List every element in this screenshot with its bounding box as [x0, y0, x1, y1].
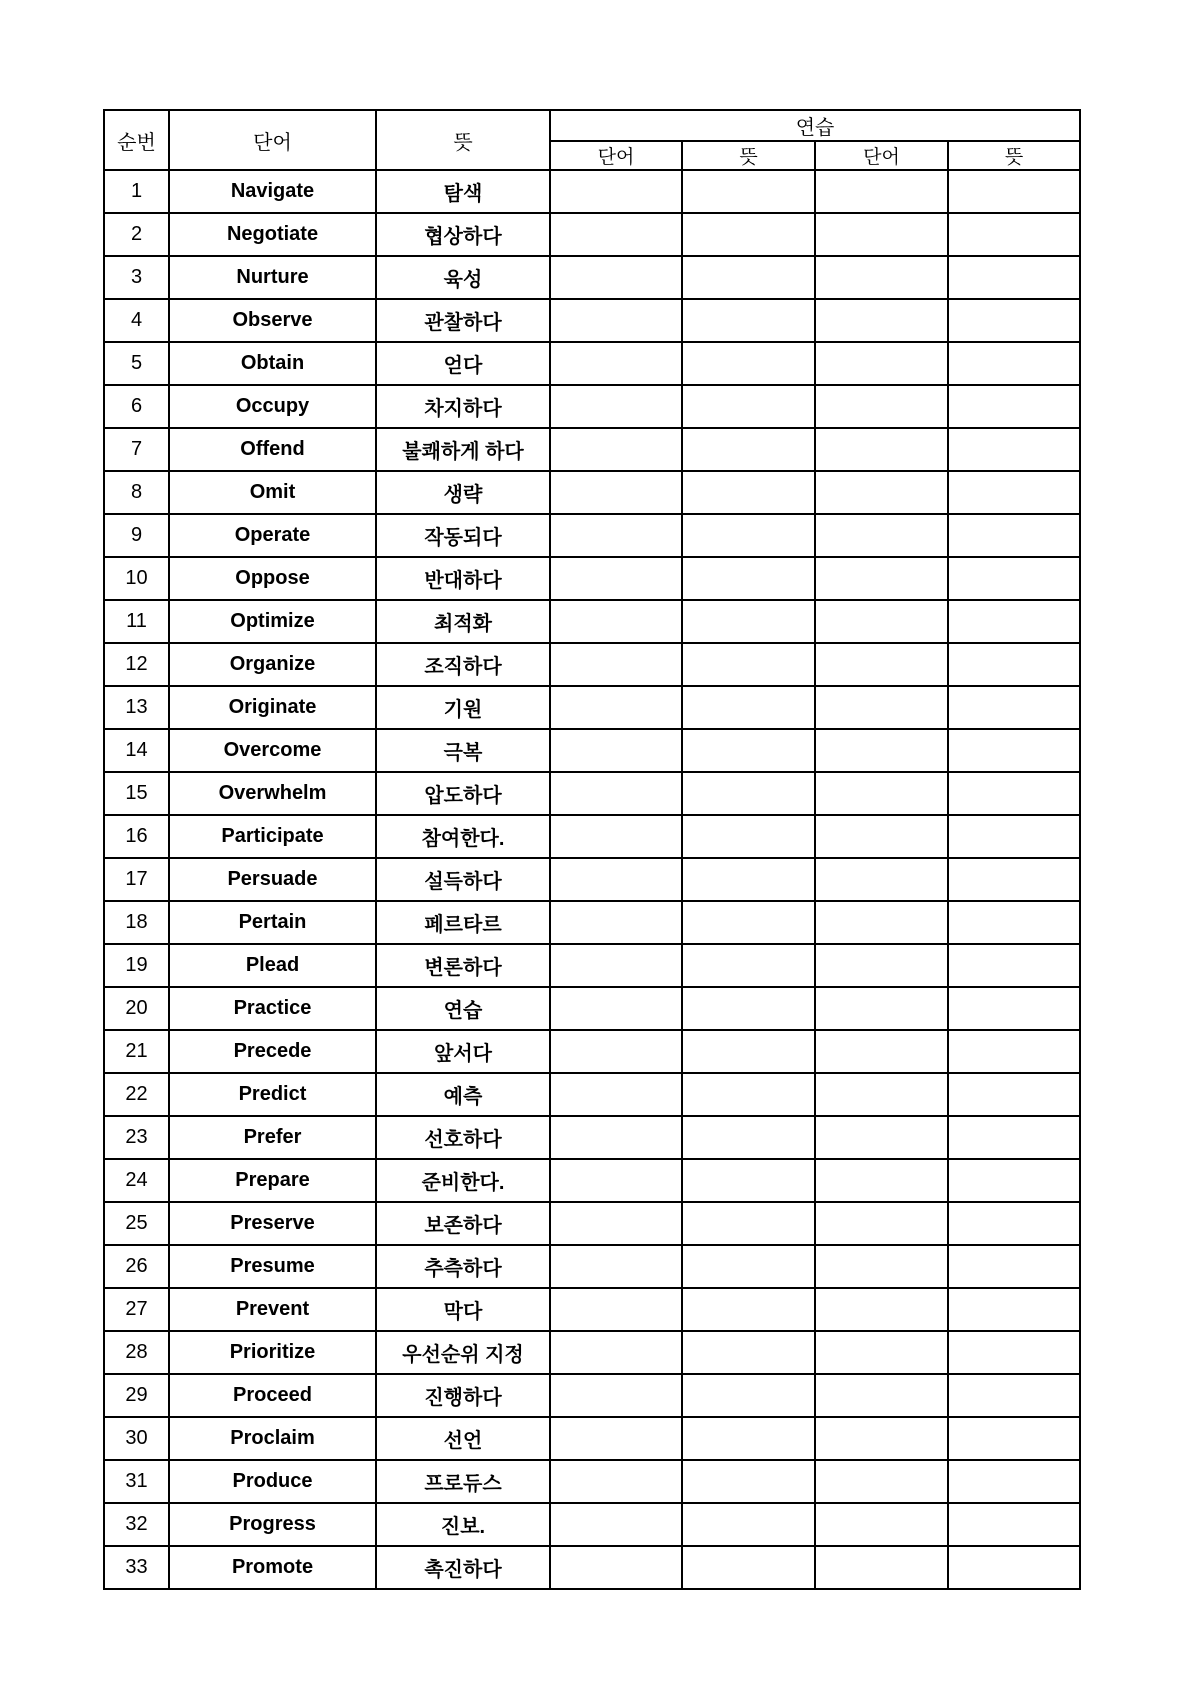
practice-meaning-cell[interactable] — [682, 1073, 815, 1116]
row-meaning: 조직하다 — [376, 643, 550, 686]
row-meaning: 생략 — [376, 471, 550, 514]
row-meaning: 준비한다. — [376, 1159, 550, 1202]
row-meaning: 예측 — [376, 1073, 550, 1116]
row-number: 28 — [104, 1331, 169, 1374]
row-word: Prioritize — [169, 1331, 376, 1374]
practice-meaning-cell[interactable] — [948, 256, 1080, 299]
row-meaning: 진행하다 — [376, 1374, 550, 1417]
practice-word-cell[interactable] — [550, 729, 682, 772]
practice-word-cell[interactable] — [815, 1460, 948, 1503]
practice-word-cell[interactable] — [550, 944, 682, 987]
row-number: 32 — [104, 1503, 169, 1546]
practice-meaning-cell[interactable] — [948, 1073, 1080, 1116]
row-meaning: 얻다 — [376, 342, 550, 385]
practice-meaning-cell[interactable] — [948, 1417, 1080, 1460]
practice-word-cell[interactable] — [815, 342, 948, 385]
row-word: Originate — [169, 686, 376, 729]
practice-meaning-cell[interactable] — [948, 1159, 1080, 1202]
row-meaning: 페르타르 — [376, 901, 550, 944]
practice-meaning-cell[interactable] — [682, 1331, 815, 1374]
row-word: Optimize — [169, 600, 376, 643]
header-number: 순번 — [104, 110, 169, 170]
table-row — [104, 1331, 1080, 1374]
practice-word-cell[interactable] — [815, 643, 948, 686]
practice-meaning-cell[interactable] — [948, 772, 1080, 815]
practice-word-cell[interactable] — [550, 299, 682, 342]
table-row — [104, 987, 1080, 1030]
row-meaning: 탐색 — [376, 170, 550, 213]
practice-meaning-cell[interactable] — [682, 944, 815, 987]
practice-word-cell[interactable] — [815, 815, 948, 858]
practice-meaning-cell[interactable] — [682, 1030, 815, 1073]
practice-word-cell[interactable] — [550, 1460, 682, 1503]
row-meaning: 촉진하다 — [376, 1546, 550, 1589]
practice-meaning-cell[interactable] — [948, 1546, 1080, 1589]
practice-word-cell[interactable] — [550, 1417, 682, 1460]
header-practice: 연습 — [550, 110, 1080, 141]
table-row — [104, 1202, 1080, 1245]
practice-word-cell[interactable] — [550, 1245, 682, 1288]
row-number: 1 — [104, 170, 169, 213]
practice-meaning-cell[interactable] — [682, 299, 815, 342]
practice-word-cell[interactable] — [815, 1116, 948, 1159]
row-number: 14 — [104, 729, 169, 772]
practice-meaning-cell[interactable] — [948, 385, 1080, 428]
row-meaning: 우선순위 지정 — [376, 1331, 550, 1374]
practice-meaning-cell[interactable] — [682, 557, 815, 600]
practice-meaning-cell[interactable] — [948, 1202, 1080, 1245]
table-row — [104, 643, 1080, 686]
practice-word-cell[interactable] — [550, 1030, 682, 1073]
practice-word-cell[interactable] — [550, 987, 682, 1030]
table-row — [104, 1374, 1080, 1417]
row-number: 8 — [104, 471, 169, 514]
row-word: Precede — [169, 1030, 376, 1073]
practice-word-cell[interactable] — [550, 815, 682, 858]
practice-meaning-cell[interactable] — [948, 213, 1080, 256]
row-meaning: 압도하다 — [376, 772, 550, 815]
row-meaning: 관찰하다 — [376, 299, 550, 342]
practice-word-cell[interactable] — [550, 901, 682, 944]
row-number: 25 — [104, 1202, 169, 1245]
table-row — [104, 1073, 1080, 1116]
practice-meaning-cell[interactable] — [948, 428, 1080, 471]
practice-meaning-cell[interactable] — [682, 772, 815, 815]
row-word: Promote — [169, 1546, 376, 1589]
row-word: Practice — [169, 987, 376, 1030]
practice-meaning-cell[interactable] — [948, 987, 1080, 1030]
practice-word-cell[interactable] — [815, 1288, 948, 1331]
practice-meaning-cell[interactable] — [682, 987, 815, 1030]
row-meaning: 연습 — [376, 987, 550, 1030]
practice-meaning-cell[interactable] — [682, 170, 815, 213]
row-word: Organize — [169, 643, 376, 686]
row-word: Occupy — [169, 385, 376, 428]
practice-word-cell[interactable] — [550, 1503, 682, 1546]
table-row — [104, 256, 1080, 299]
row-meaning: 프로듀스 — [376, 1460, 550, 1503]
table-row — [104, 1245, 1080, 1288]
practice-word-cell[interactable] — [815, 299, 948, 342]
practice-word-cell[interactable] — [815, 428, 948, 471]
practice-word-cell[interactable] — [550, 1073, 682, 1116]
header-practice-meaning-1: 뜻 — [682, 141, 815, 170]
table-row — [104, 1460, 1080, 1503]
practice-meaning-cell[interactable] — [948, 1374, 1080, 1417]
row-number: 30 — [104, 1417, 169, 1460]
practice-meaning-cell[interactable] — [948, 299, 1080, 342]
row-meaning: 반대하다 — [376, 557, 550, 600]
row-number: 12 — [104, 643, 169, 686]
practice-meaning-cell[interactable] — [948, 600, 1080, 643]
row-word: Produce — [169, 1460, 376, 1503]
table-row — [104, 471, 1080, 514]
practice-word-cell[interactable] — [815, 987, 948, 1030]
practice-word-cell[interactable] — [815, 1331, 948, 1374]
row-number: 31 — [104, 1460, 169, 1503]
table-row — [104, 729, 1080, 772]
table-row — [104, 514, 1080, 557]
practice-word-cell[interactable] — [815, 514, 948, 557]
table-row — [104, 686, 1080, 729]
practice-word-cell[interactable] — [550, 385, 682, 428]
row-meaning: 선호하다 — [376, 1116, 550, 1159]
practice-meaning-cell[interactable] — [682, 428, 815, 471]
table-row — [104, 1159, 1080, 1202]
practice-meaning-cell[interactable] — [948, 514, 1080, 557]
practice-meaning-cell[interactable] — [948, 1331, 1080, 1374]
row-number: 10 — [104, 557, 169, 600]
practice-meaning-cell[interactable] — [948, 342, 1080, 385]
practice-word-cell[interactable] — [815, 1030, 948, 1073]
practice-word-cell[interactable] — [815, 557, 948, 600]
row-number: 26 — [104, 1245, 169, 1288]
row-word: Presume — [169, 1245, 376, 1288]
row-number: 19 — [104, 944, 169, 987]
practice-word-cell[interactable] — [550, 1202, 682, 1245]
practice-word-cell[interactable] — [815, 600, 948, 643]
table-row — [104, 600, 1080, 643]
row-word: Operate — [169, 514, 376, 557]
practice-meaning-cell[interactable] — [948, 1288, 1080, 1331]
row-meaning: 진보. — [376, 1503, 550, 1546]
row-meaning: 추측하다 — [376, 1245, 550, 1288]
practice-meaning-cell[interactable] — [682, 1417, 815, 1460]
row-word: Prevent — [169, 1288, 376, 1331]
practice-meaning-cell[interactable] — [682, 256, 815, 299]
practice-meaning-cell[interactable] — [948, 729, 1080, 772]
practice-meaning-cell[interactable] — [682, 901, 815, 944]
row-number: 16 — [104, 815, 169, 858]
practice-word-cell[interactable] — [550, 514, 682, 557]
practice-word-cell[interactable] — [815, 385, 948, 428]
row-word: Plead — [169, 944, 376, 987]
practice-word-cell[interactable] — [815, 729, 948, 772]
row-meaning: 최적화 — [376, 600, 550, 643]
row-number: 4 — [104, 299, 169, 342]
row-number: 3 — [104, 256, 169, 299]
practice-meaning-cell[interactable] — [682, 1159, 815, 1202]
practice-word-cell[interactable] — [815, 1374, 948, 1417]
row-number: 2 — [104, 213, 169, 256]
table-row — [104, 1503, 1080, 1546]
table-row — [104, 170, 1080, 213]
row-word: Navigate — [169, 170, 376, 213]
row-word: Overwhelm — [169, 772, 376, 815]
practice-meaning-cell[interactable] — [948, 901, 1080, 944]
row-number: 15 — [104, 772, 169, 815]
row-number: 7 — [104, 428, 169, 471]
table-row — [104, 1546, 1080, 1589]
row-meaning: 변론하다 — [376, 944, 550, 987]
header-practice-word-2: 단어 — [815, 141, 948, 170]
practice-meaning-cell[interactable] — [948, 557, 1080, 600]
practice-meaning-cell[interactable] — [682, 1460, 815, 1503]
practice-word-cell[interactable] — [550, 1159, 682, 1202]
practice-word-cell[interactable] — [550, 686, 682, 729]
table-row — [104, 213, 1080, 256]
table-row — [104, 858, 1080, 901]
row-number: 9 — [104, 514, 169, 557]
practice-meaning-cell[interactable] — [682, 1503, 815, 1546]
table-row — [104, 1030, 1080, 1073]
practice-meaning-cell[interactable] — [948, 1245, 1080, 1288]
practice-word-cell[interactable] — [550, 1288, 682, 1331]
practice-meaning-cell[interactable] — [682, 514, 815, 557]
table-row — [104, 1417, 1080, 1460]
row-word: Pertain — [169, 901, 376, 944]
practice-meaning-cell[interactable] — [682, 1374, 815, 1417]
row-word: Omit — [169, 471, 376, 514]
row-word: Participate — [169, 815, 376, 858]
practice-word-cell[interactable] — [550, 256, 682, 299]
practice-word-cell[interactable] — [815, 1546, 948, 1589]
practice-word-cell[interactable] — [550, 213, 682, 256]
practice-word-cell[interactable] — [550, 643, 682, 686]
practice-word-cell[interactable] — [815, 944, 948, 987]
row-word: Persuade — [169, 858, 376, 901]
practice-word-cell[interactable] — [815, 686, 948, 729]
practice-word-cell[interactable] — [815, 1245, 948, 1288]
practice-word-cell[interactable] — [550, 170, 682, 213]
row-word: Offend — [169, 428, 376, 471]
row-word: Overcome — [169, 729, 376, 772]
practice-word-cell[interactable] — [815, 1417, 948, 1460]
practice-word-cell[interactable] — [550, 1546, 682, 1589]
row-meaning: 불쾌하게 하다 — [376, 428, 550, 471]
practice-meaning-cell[interactable] — [682, 600, 815, 643]
row-number: 24 — [104, 1159, 169, 1202]
practice-meaning-cell[interactable] — [682, 213, 815, 256]
row-meaning: 육성 — [376, 256, 550, 299]
row-meaning: 막다 — [376, 1288, 550, 1331]
table-row — [104, 815, 1080, 858]
row-meaning: 앞서다 — [376, 1030, 550, 1073]
practice-word-cell[interactable] — [550, 600, 682, 643]
practice-meaning-cell[interactable] — [948, 815, 1080, 858]
practice-meaning-cell[interactable] — [948, 170, 1080, 213]
practice-meaning-cell[interactable] — [948, 1503, 1080, 1546]
row-number: 13 — [104, 686, 169, 729]
practice-meaning-cell[interactable] — [682, 471, 815, 514]
table-row — [104, 557, 1080, 600]
row-number: 11 — [104, 600, 169, 643]
practice-word-cell[interactable] — [550, 342, 682, 385]
table-row — [104, 1116, 1080, 1159]
row-number: 6 — [104, 385, 169, 428]
practice-meaning-cell[interactable] — [682, 1202, 815, 1245]
table-row — [104, 428, 1080, 471]
practice-word-cell[interactable] — [815, 213, 948, 256]
vocabulary-table — [103, 109, 1081, 1590]
practice-word-cell[interactable] — [550, 428, 682, 471]
practice-word-cell[interactable] — [550, 471, 682, 514]
row-meaning: 선언 — [376, 1417, 550, 1460]
practice-meaning-cell[interactable] — [948, 858, 1080, 901]
row-number: 21 — [104, 1030, 169, 1073]
practice-meaning-cell[interactable] — [948, 1460, 1080, 1503]
header-practice-word-1: 단어 — [550, 141, 682, 170]
table-row — [104, 342, 1080, 385]
practice-meaning-cell[interactable] — [682, 858, 815, 901]
practice-word-cell[interactable] — [550, 858, 682, 901]
practice-meaning-cell[interactable] — [682, 815, 815, 858]
practice-word-cell[interactable] — [550, 1116, 682, 1159]
practice-word-cell[interactable] — [550, 1331, 682, 1374]
practice-word-cell[interactable] — [550, 557, 682, 600]
practice-meaning-cell[interactable] — [682, 729, 815, 772]
row-number: 5 — [104, 342, 169, 385]
row-word: Observe — [169, 299, 376, 342]
practice-meaning-cell[interactable] — [948, 643, 1080, 686]
row-word: Proceed — [169, 1374, 376, 1417]
practice-meaning-cell[interactable] — [948, 471, 1080, 514]
header-word: 단어 — [169, 110, 376, 170]
row-number: 23 — [104, 1116, 169, 1159]
row-number: 18 — [104, 901, 169, 944]
practice-word-cell[interactable] — [815, 1073, 948, 1116]
practice-meaning-cell[interactable] — [682, 1116, 815, 1159]
row-word: Negotiate — [169, 213, 376, 256]
practice-word-cell[interactable] — [815, 901, 948, 944]
practice-word-cell[interactable] — [550, 1374, 682, 1417]
header-practice-meaning-2: 뜻 — [948, 141, 1080, 170]
table-row — [104, 1288, 1080, 1331]
row-meaning: 설득하다 — [376, 858, 550, 901]
practice-word-cell[interactable] — [815, 858, 948, 901]
practice-meaning-cell[interactable] — [948, 686, 1080, 729]
table-row — [104, 385, 1080, 428]
table-row — [104, 944, 1080, 987]
row-number: 33 — [104, 1546, 169, 1589]
row-word: Progress — [169, 1503, 376, 1546]
practice-meaning-cell[interactable] — [682, 686, 815, 729]
practice-meaning-cell[interactable] — [948, 944, 1080, 987]
row-meaning: 차지하다 — [376, 385, 550, 428]
row-number: 29 — [104, 1374, 169, 1417]
row-meaning: 보존하다 — [376, 1202, 550, 1245]
practice-word-cell[interactable] — [550, 772, 682, 815]
practice-meaning-cell[interactable] — [948, 1116, 1080, 1159]
row-number: 22 — [104, 1073, 169, 1116]
practice-word-cell[interactable] — [815, 1159, 948, 1202]
practice-meaning-cell[interactable] — [682, 385, 815, 428]
practice-word-cell[interactable] — [815, 170, 948, 213]
practice-meaning-cell[interactable] — [682, 1245, 815, 1288]
row-meaning: 작동되다 — [376, 514, 550, 557]
practice-meaning-cell[interactable] — [682, 643, 815, 686]
table-row — [104, 299, 1080, 342]
header-meaning: 뜻 — [376, 110, 550, 170]
practice-word-cell[interactable] — [815, 772, 948, 815]
row-word: Predict — [169, 1073, 376, 1116]
row-meaning: 참여한다. — [376, 815, 550, 858]
table-row — [104, 901, 1080, 944]
row-meaning: 극복 — [376, 729, 550, 772]
row-word: Oppose — [169, 557, 376, 600]
practice-meaning-cell[interactable] — [682, 342, 815, 385]
practice-word-cell[interactable] — [815, 1503, 948, 1546]
row-number: 27 — [104, 1288, 169, 1331]
row-word: Preserve — [169, 1202, 376, 1245]
row-meaning: 기원 — [376, 686, 550, 729]
row-meaning: 협상하다 — [376, 213, 550, 256]
row-number: 17 — [104, 858, 169, 901]
row-word: Prepare — [169, 1159, 376, 1202]
row-word: Obtain — [169, 342, 376, 385]
practice-meaning-cell[interactable] — [682, 1288, 815, 1331]
row-word: Prefer — [169, 1116, 376, 1159]
row-number: 20 — [104, 987, 169, 1030]
practice-word-cell[interactable] — [815, 1202, 948, 1245]
row-word: Proclaim — [169, 1417, 376, 1460]
practice-meaning-cell[interactable] — [948, 1030, 1080, 1073]
practice-word-cell[interactable] — [815, 256, 948, 299]
practice-meaning-cell[interactable] — [682, 1546, 815, 1589]
practice-word-cell[interactable] — [815, 471, 948, 514]
table-row — [104, 772, 1080, 815]
row-word: Nurture — [169, 256, 376, 299]
